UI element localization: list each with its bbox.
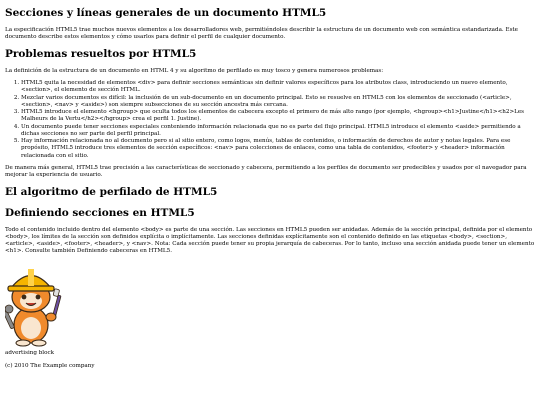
hard-hat-ridge <box>28 269 34 286</box>
problems-list <box>5 80 535 160</box>
problems-heading: Problemas resueltos por HTML5 <box>5 48 197 61</box>
list-item: 5. Hay información relacionada no al documento pero si al sitio entero, como logos, menús, tablas de contenidos, o información de derechos de autor y notas legales. Para ese propósito, HTML5 introduce tres elementos de sección específicos: <nav> para colecciones de enlaces, como una tabla de contenidos, <footer> y <header> información relacionada con el sitio. <box>21 138 535 160</box>
cat-eye-right <box>36 294 41 299</box>
intro-paragraph: La especificación HTML5 trae muchos nuevos elementos a los desarrolladores web, permitiéndoles describir la estructura de un documento web con semántica estandarizada. Este documento describe estos elementos y cómo usarlos para definir el perfil de cualquier documento. <box>5 26 518 40</box>
problems-intro: La definición de la estructura de un documento en HTML 4 y su algoritmo de perfilado es muy tosco y genera numerosos problemas: <box>5 67 384 74</box>
cat-foot-left <box>16 340 30 346</box>
list-item: 3. HTML5 introduce el elemento <hgroup> que oculta todos los elementos de cabecera excepto el primero de más alto rango (por ejemplo, <hgroup><h1>Justine</h1><h2>Les Malheurs de la Vertu</h2></hgroup> crea el perfil 1. Justine). <box>21 109 535 124</box>
cat-eye-left <box>22 294 27 299</box>
algorithm-heading: El algoritmo de perfilado de HTML5 <box>5 186 218 199</box>
advertising-block: advertising block <box>5 349 54 356</box>
firefox-developer-cat-icon <box>5 261 67 347</box>
list-item: 2. Mezclar varios documentos es difícil: la inclusión de un sub-documento en un documento principal. Esto se resuelve en HTML5 con los elementos de seccionado (<article>, <section>, <nav> y <aside>) son siempre subsecciones de su sección ancestra más cercana. <box>21 95 535 110</box>
cat-paw-right <box>46 313 56 321</box>
hard-hat-brim <box>8 286 54 291</box>
wrench-head <box>5 305 13 313</box>
summary-paragraph: De manera más general, HTML5 trae precisión a las características de seccionado y cabecera, permitiendo a los perfiles de documento ser predecibles y usados por el navegador para mejorar la experiencia de usuario. <box>5 164 527 179</box>
page-title: Secciones y líneas generales de un documento HTML5 <box>5 7 327 19</box>
cat-foot-right <box>32 340 46 346</box>
page-footer: (c) 2010 The Example company <box>5 362 95 369</box>
defining-paragraph: Todo el contenido incluido dentro del elemento <body> es parte de una sección. Las secciones en HTML5 pueden ser anidadas. Además de la sección principal, definida por el elemento <body>, los límites de la sección son definidos explícita o implícitamente. Las secciones definidas explícitamente son el contenido definido en las etiquetas <body>, <section>, <article>, <aside>, <footer>, <header>, y <nav>. Nota: Cada sección puede tener su propia jerarquía de cabeceras. Por lo tanto, incluso una sección anidada puede tener un elemento <h1>. Consulte también Definiendo cabeceras en HTML5. <box>5 226 535 255</box>
list-item: 4. Un documento puede tener secciones especiales conteniendo información relacionada que no es parte del flujo principal. HTML5 introduce el elemento <aside> permitiendo a dichas secciones no ser parte del perfil principal. <box>21 124 535 139</box>
defining-heading: Definiendo secciones en HTML5 <box>5 207 195 220</box>
cat-belly <box>21 317 41 339</box>
list-item: 1. HTML5 quita la necesidad de elementos <div> para definir secciones semánticas sin definir valores específicos para los atributos class, introduciendo un nuevo elemento, <section>, el elemento de sección HTML. <box>21 80 535 95</box>
wrench-handle <box>5 311 15 329</box>
